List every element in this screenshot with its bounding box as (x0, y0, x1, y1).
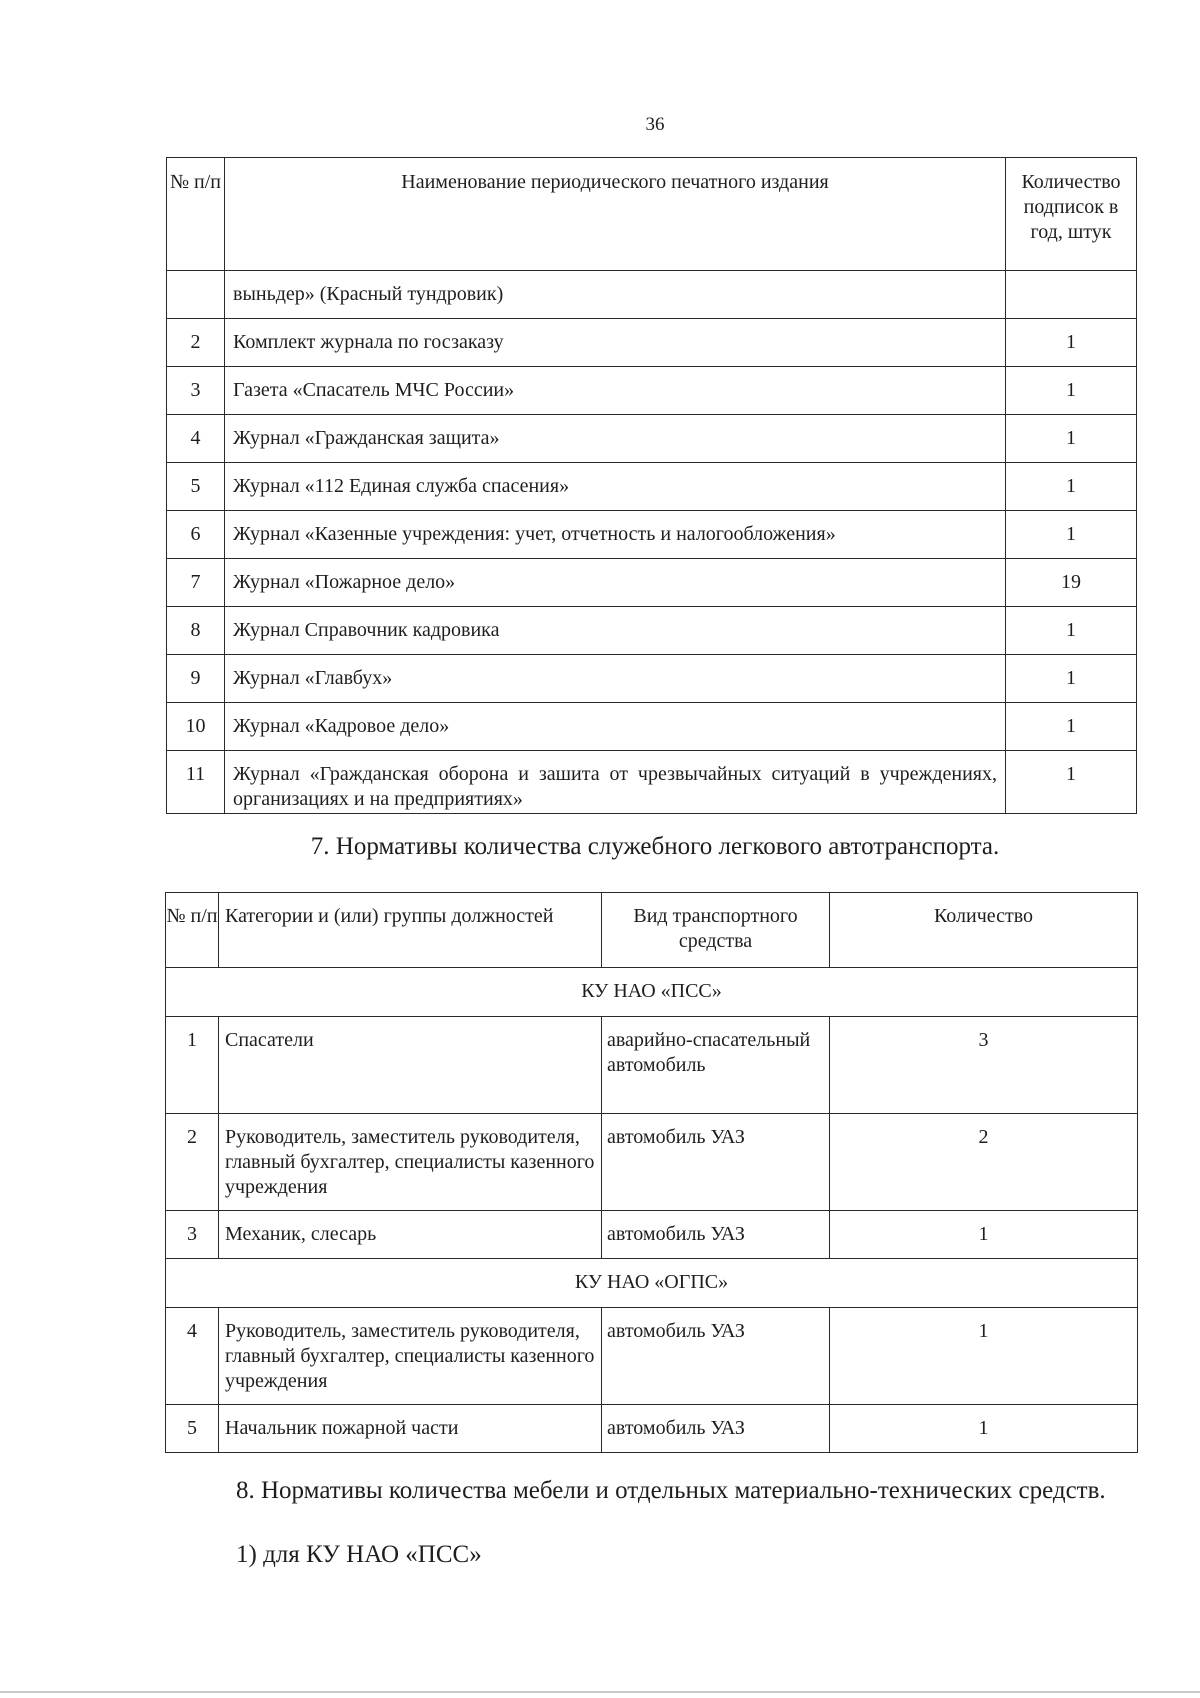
table-row (167, 463, 1137, 511)
cell-num: 4 (167, 415, 225, 463)
cell-num: 1 (166, 1017, 219, 1114)
header-vehicle: Вид транспортного средства (602, 893, 830, 968)
cell-name: выньдер» (Красный тундровик) (225, 271, 1006, 319)
cell-num: 3 (166, 1211, 219, 1259)
table-row (167, 703, 1137, 751)
header-category: Категории и (или) группы должностей (219, 893, 602, 968)
header-num: № п/п (166, 893, 219, 968)
cell-num: 11 (167, 751, 225, 814)
cell-name: Газета «Спасатель МЧС России» (225, 367, 1006, 415)
cell-num: 5 (167, 463, 225, 511)
section-8-title: 8. Нормативы количества мебели и отдельных материально-технических средств. (236, 1477, 1106, 1504)
cell-category: Спасатели (219, 1017, 602, 1114)
cell-qty: 1 (1006, 751, 1137, 814)
cell-num: 5 (166, 1405, 219, 1453)
header-num: № п/п (167, 158, 225, 271)
cell-num: 3 (167, 367, 225, 415)
table-row (166, 1308, 1138, 1405)
cell-num: 10 (167, 703, 225, 751)
subscriptions-table (166, 157, 1137, 814)
cell-qty: 1 (830, 1211, 1138, 1259)
cell-vehicle: аварийно-спасательный автомобиль (602, 1017, 830, 1114)
vehicles-table (165, 892, 1138, 1453)
header-qty: Количество подписок в год, штук (1006, 158, 1137, 271)
table-row (167, 607, 1137, 655)
header-name: Наименование периодического печатного издания (225, 158, 1006, 271)
table-row-continuation (167, 271, 1137, 319)
group-row (166, 1259, 1138, 1308)
cell-num: 8 (167, 607, 225, 655)
group-title: КУ НАО «ПСС» (166, 968, 1138, 1017)
cell-qty: 1 (1006, 319, 1137, 367)
group-row (166, 968, 1138, 1017)
cell-num (167, 271, 225, 319)
cell-qty: 3 (830, 1017, 1138, 1114)
cell-name: Журнал «Гражданская оборона и зашита от чрезвычайных ситуаций в учреждениях, организациях и на предприятиях» (225, 751, 1006, 814)
cell-name: Журнал «Казенные учреждения: учет, отчетность и налогообложения» (225, 511, 1006, 559)
cell-qty: 1 (1006, 655, 1137, 703)
cell-name: Журнал «112 Единая служба спасения» (225, 463, 1006, 511)
cell-num: 9 (167, 655, 225, 703)
table-row (167, 319, 1137, 367)
table-row (166, 1405, 1138, 1453)
cell-name: Комплект журнала по госзаказу (225, 319, 1006, 367)
cell-qty: 1 (1006, 367, 1137, 415)
table-row (167, 559, 1137, 607)
cell-vehicle: автомобиль УАЗ (602, 1211, 830, 1259)
cell-category: Руководитель, заместитель руководителя, главный бухгалтер, специалисты казенного учреждения (219, 1308, 602, 1405)
cell-name: Журнал «Главбух» (225, 655, 1006, 703)
cell-name: Журнал «Гражданская защита» (225, 415, 1006, 463)
table-row (166, 1017, 1138, 1114)
cell-qty: 1 (830, 1405, 1138, 1453)
cell-category: Начальник пожарной части (219, 1405, 602, 1453)
cell-vehicle: автомобиль УАЗ (602, 1308, 830, 1405)
section-8-item-1: 1) для КУ НАО «ПСС» (236, 1541, 482, 1568)
group-title: КУ НАО «ОГПС» (166, 1259, 1138, 1308)
table-header-row (167, 158, 1137, 271)
cell-qty: 19 (1006, 559, 1137, 607)
cell-name: Журнал Справочник кадровика (225, 607, 1006, 655)
page-number: 36 (645, 114, 665, 135)
table-row (167, 751, 1137, 814)
cell-name: Журнал «Кадровое дело» (225, 703, 1006, 751)
cell-qty: 1 (1006, 607, 1137, 655)
header-qty: Количество (830, 893, 1138, 968)
table-row (167, 415, 1137, 463)
cell-vehicle: автомобиль УАЗ (602, 1405, 830, 1453)
cell-num: 2 (166, 1114, 219, 1211)
table-row (166, 1114, 1138, 1211)
cell-category: Руководитель, заместитель руководителя, главный бухгалтер, специалисты казенного учреждения (219, 1114, 602, 1211)
section-7-title: 7. Нормативы количества служебного легкового автотранспорта. (310, 833, 1000, 860)
cell-qty: 2 (830, 1114, 1138, 1211)
cell-num: 6 (167, 511, 225, 559)
cell-qty: 1 (830, 1308, 1138, 1405)
cell-name: Журнал «Пожарное дело» (225, 559, 1006, 607)
cell-num: 7 (167, 559, 225, 607)
cell-qty (1006, 271, 1137, 319)
scan-edge-line (0, 1691, 1200, 1693)
cell-qty: 1 (1006, 463, 1137, 511)
table-row (167, 511, 1137, 559)
cell-vehicle: автомобиль УАЗ (602, 1114, 830, 1211)
table-row (167, 655, 1137, 703)
cell-num: 4 (166, 1308, 219, 1405)
table-row (166, 1211, 1138, 1259)
cell-qty: 1 (1006, 415, 1137, 463)
cell-qty: 1 (1006, 511, 1137, 559)
cell-category: Механик, слесарь (219, 1211, 602, 1259)
table-header-row (166, 893, 1138, 968)
table-row (167, 367, 1137, 415)
cell-qty: 1 (1006, 703, 1137, 751)
cell-num: 2 (167, 319, 225, 367)
